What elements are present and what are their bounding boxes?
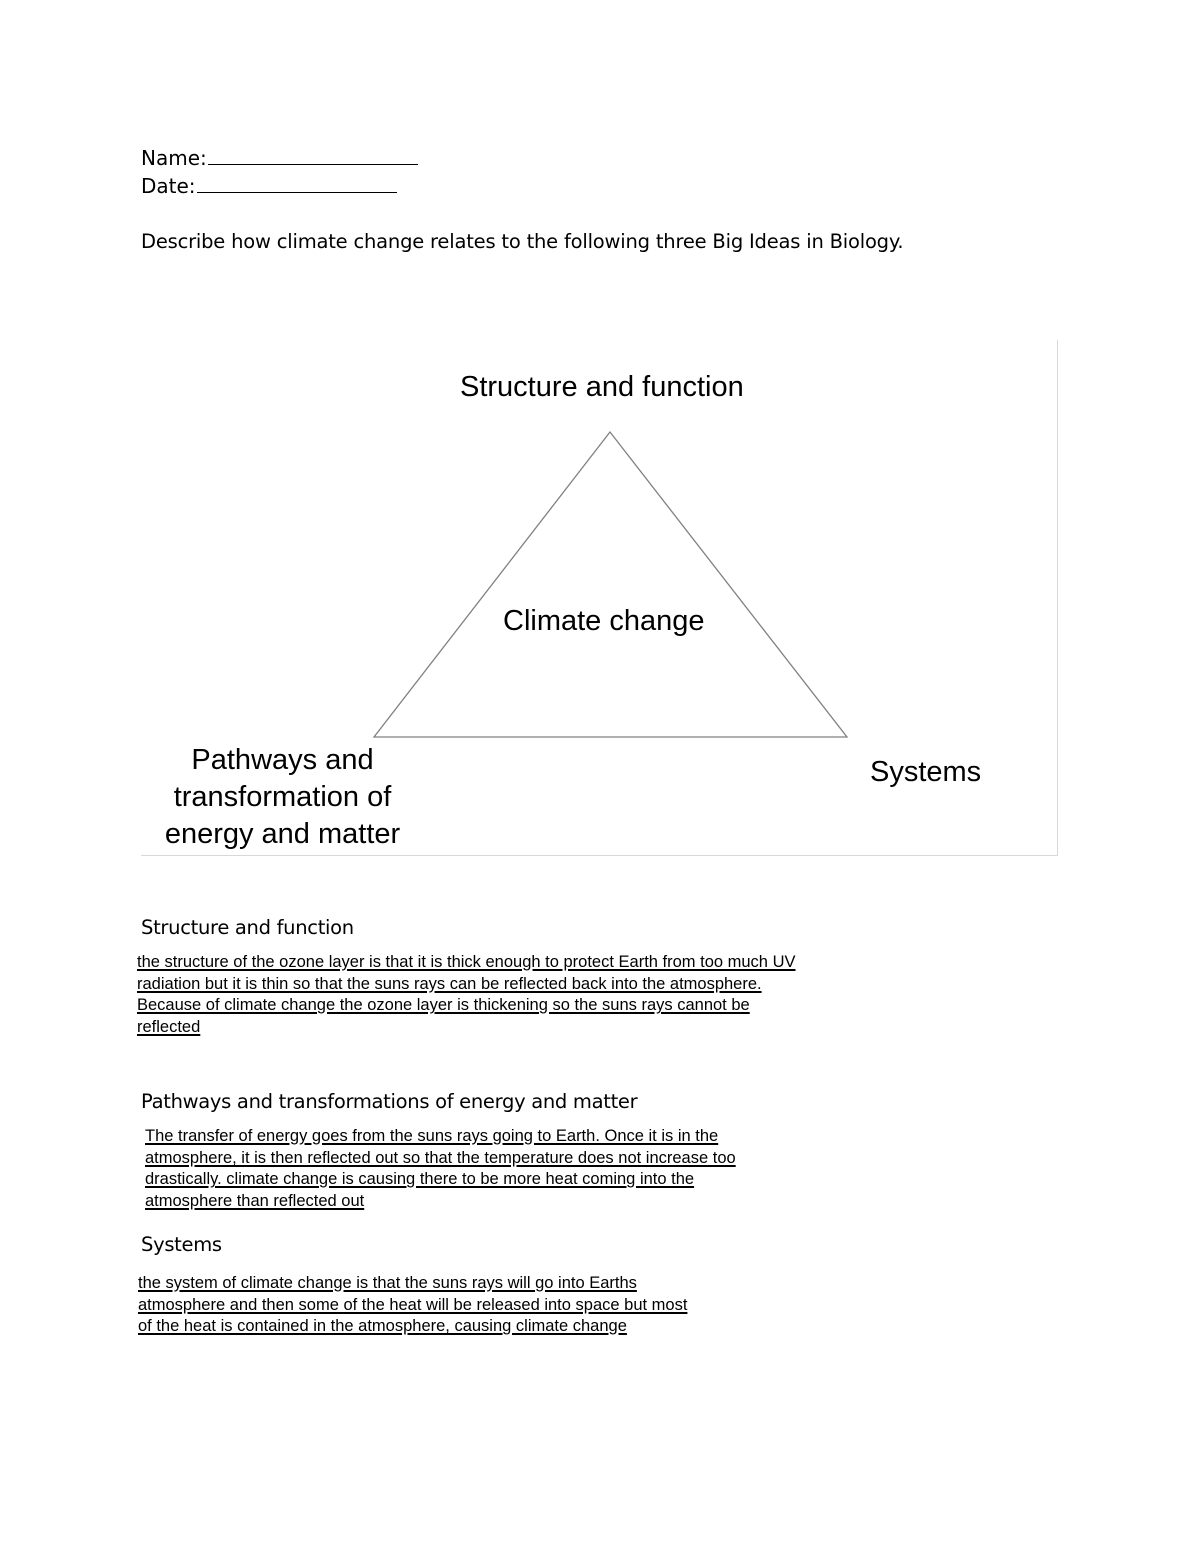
diagram-label-pathways: Pathways and transformation of energy and matter — [164, 744, 401, 850]
name-label: Name: — [141, 146, 207, 170]
answer-pathways[interactable]: The transfer of energy goes from the suns rays going to Earth. Once it is in the atmosphere, it is then reflected out so that the temperature does not increase too drastically. climate change is causing there to be more heat coming into the atmosphere than reflected out — [145, 1127, 736, 1211]
diagram-label-structure-function: Structure and function — [460, 371, 744, 403]
date-field — [141, 172, 397, 198]
section-heading-pathways: Pathways and transformations of energy and matter — [141, 1090, 638, 1113]
name-blank-line[interactable] — [208, 144, 418, 165]
answer-systems[interactable]: the system of climate change is that the suns rays will go into Earths atmosphere and then some of the heat will be released into space but most of the heat is contained in the atmosphere, causing climate change — [138, 1274, 688, 1336]
section-heading-structure-function: Structure and function — [141, 916, 354, 939]
date-label: Date: — [141, 174, 196, 198]
answer-structure-function[interactable]: the structure of the ozone layer is that it is thick enough to protect Earth from too much UV radiation but it is thin so that the suns rays can be reflected back into the atmosphere. Because of climate change the ozone layer is thickening so the suns rays cannot be reflected — [137, 953, 796, 1037]
diagram-label-systems: Systems — [870, 756, 982, 788]
section-heading-systems: Systems — [141, 1233, 222, 1256]
date-blank-line[interactable] — [197, 172, 397, 193]
diagram-label-climate-change: Climate change — [503, 605, 705, 637]
instruction-text: Describe how climate change relates to the following three Big Ideas in Biology. — [141, 230, 904, 253]
name-field — [141, 144, 418, 170]
